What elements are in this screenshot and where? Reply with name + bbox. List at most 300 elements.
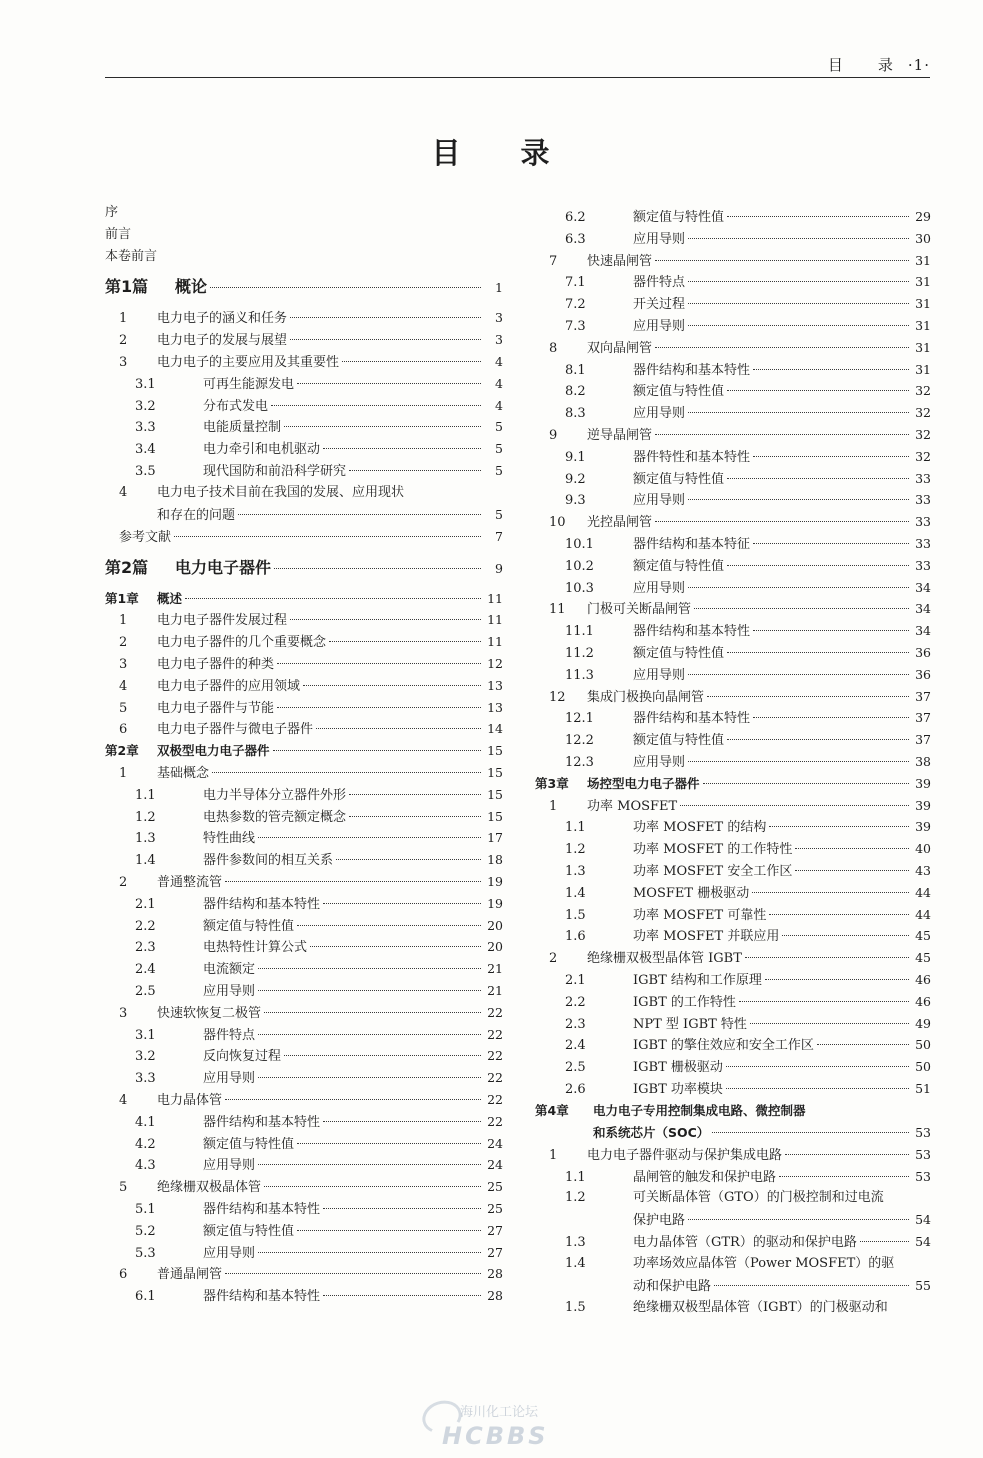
dot-leader (727, 478, 909, 479)
entry-page: 53 (915, 1168, 931, 1184)
entry-page: 19 (487, 874, 503, 889)
toc-entry (105, 784, 503, 806)
entry-number: 3.2 (135, 398, 156, 414)
toc-entry (535, 598, 931, 620)
toc-entry (105, 762, 503, 784)
entry-number: 7 (549, 253, 558, 269)
entry-title: 电力半导体分立器件外形 (203, 787, 347, 803)
entry-title: 额定值与特性值 (633, 471, 725, 487)
toc-entry (105, 460, 503, 482)
dot-leader (258, 968, 481, 969)
entry-number: 1.1 (565, 1169, 586, 1185)
dot-leader (769, 914, 909, 915)
dot-leader (258, 837, 481, 838)
entry-page: 31 (915, 339, 931, 355)
toc-entry (105, 718, 503, 740)
toc-entry (105, 849, 503, 871)
entry-page: 4 (495, 397, 503, 413)
entry-page: 22 (487, 1113, 503, 1129)
entry-page: 50 (915, 1059, 931, 1075)
dot-leader (273, 750, 481, 751)
entry-number: 2 (119, 333, 128, 349)
toc-entry (535, 468, 931, 490)
entry-title: 概述 (157, 590, 183, 606)
toc-entry (105, 697, 503, 719)
entry-page: 21 (487, 983, 503, 998)
toc-entry (535, 1078, 931, 1100)
entry-page: 13 (487, 699, 503, 715)
entry-number: 1.4 (565, 885, 586, 901)
entry-number: 1 (119, 613, 128, 629)
toc-entry (105, 1176, 503, 1198)
toc-entry (105, 980, 503, 1002)
entry-page: 32 (915, 448, 931, 464)
entry-title: 电力电子器件发展过程 (157, 613, 288, 629)
toc-entry (105, 936, 503, 958)
dot-leader (225, 881, 481, 882)
entry-number: 5.3 (135, 1245, 156, 1261)
entry-title: 逆导晶闸管 (587, 428, 653, 443)
dot-leader (688, 499, 909, 500)
toc-part (105, 276, 503, 298)
entry-title: 电力晶体管 (157, 1093, 223, 1108)
toc-entry (535, 380, 931, 402)
entry-number: 3 (119, 1005, 128, 1021)
page-header (105, 54, 930, 76)
entry-title-cont: 动和保护电路 (633, 1279, 712, 1295)
dot-leader (258, 1034, 481, 1035)
entry-number: 12 (549, 689, 566, 705)
entry-title: 额定值与特性值 (633, 384, 725, 400)
entry-title: 电力电子器件与微电子器件 (157, 722, 314, 738)
toc-entry (105, 1285, 503, 1307)
dot-leader (795, 848, 909, 849)
entry-number: 1.5 (565, 1300, 586, 1316)
toc-entry (105, 526, 503, 548)
dot-leader (258, 1077, 481, 1078)
entry-page: 31 (915, 296, 931, 312)
entry-title: 可关断晶体管（GTO）的门极控制和过电流 (633, 1190, 884, 1206)
entry-page: 24 (487, 1135, 503, 1151)
toc-entry (105, 806, 503, 828)
entry-number: 4.2 (135, 1136, 156, 1152)
dot-leader (727, 652, 909, 653)
entry-title: 电热参数的管壳额定概念 (203, 809, 347, 825)
entry-number: 第4章 (535, 1102, 569, 1118)
toc-entry (535, 1034, 931, 1056)
entry-number: 7.3 (565, 319, 586, 334)
entry-page: 33 (915, 557, 931, 573)
dot-leader (297, 925, 481, 926)
dot-leader (688, 674, 909, 675)
dot-leader (290, 619, 481, 620)
entry-page: 54 (915, 1212, 931, 1228)
entry-page: 25 (487, 1201, 503, 1216)
entry-number: 2.2 (135, 918, 156, 934)
dot-leader (316, 728, 481, 729)
dot-leader (185, 598, 481, 599)
entry-number: 1.4 (135, 853, 156, 869)
entry-number: 7.1 (565, 275, 586, 291)
toc-entry (535, 947, 931, 969)
entry-number: 1.6 (565, 929, 586, 945)
toc-entry (535, 1056, 931, 1078)
entry-title: 光控晶闸管 (587, 515, 653, 531)
entry-page: 11 (487, 590, 503, 606)
entry-number: 11.3 (565, 667, 594, 683)
dot-leader (765, 979, 909, 980)
dot-leader (688, 325, 909, 326)
toc-entry (105, 1154, 503, 1176)
header-right: 录 (877, 56, 894, 74)
toc-entry (105, 416, 503, 438)
toc-entry (535, 816, 931, 838)
entry-title: 应用导则 (633, 667, 686, 683)
entry-number: 1.3 (565, 864, 586, 879)
toc-entry (105, 1089, 503, 1111)
dot-leader (212, 772, 481, 773)
entry-title: 电力晶体管（GTR）的驱动和保护电路 (633, 1235, 857, 1251)
entry-page: 32 (915, 405, 931, 421)
dot-leader (349, 470, 481, 471)
dot-leader (290, 339, 481, 340)
dot-leader (303, 685, 481, 686)
toc-entry (535, 555, 931, 577)
entry-title-cont: 保护电路 (633, 1213, 686, 1229)
entry-title: 电能质量控制 (203, 420, 282, 436)
dot-leader (795, 870, 909, 871)
entry-page: 7 (495, 528, 503, 544)
entry-page: 21 (487, 961, 503, 977)
entry-page: 49 (915, 1015, 931, 1031)
dot-leader (329, 641, 481, 642)
entry-title: 电力电子器件与节能 (157, 700, 275, 716)
entry-number: 5.2 (135, 1223, 156, 1239)
dot-leader (727, 216, 909, 217)
entry-page: 37 (915, 732, 931, 748)
entry-page: 43 (915, 863, 931, 878)
entry-title: 器件结构和基本特性 (203, 1289, 321, 1305)
entry-number: 6.3 (565, 231, 586, 247)
entry-number: 10.2 (565, 558, 594, 574)
dot-leader (655, 260, 909, 261)
entry-page: 14 (487, 721, 503, 737)
entry-number: 第2章 (105, 743, 139, 759)
entry-page: 22 (487, 1070, 503, 1086)
entry-page: 20 (487, 939, 503, 955)
toc-entry (535, 533, 931, 555)
header-left: 目 (827, 56, 844, 74)
entry-page: 22 (487, 1026, 503, 1042)
dot-leader (174, 536, 481, 537)
entry-page: 27 (487, 1244, 503, 1260)
toc-entry (105, 438, 503, 460)
entry-page: 55 (915, 1278, 931, 1294)
dot-leader (782, 935, 909, 936)
entry-page: 46 (915, 993, 931, 1009)
entry-title: 普通晶闸管 (157, 1267, 223, 1283)
entry-title: 功率 MOSFET 的工作特性 (633, 842, 793, 858)
entry-number: 2.1 (565, 973, 586, 988)
dot-leader (769, 826, 909, 827)
entry-page: 29 (915, 209, 931, 224)
entry-page: 36 (915, 666, 931, 682)
toc-entry (535, 795, 931, 817)
entry-page: 51 (915, 1081, 931, 1096)
entry-page: 31 (915, 361, 931, 377)
toc-entry (535, 1231, 931, 1253)
entry-number: 1.2 (135, 809, 156, 825)
entry-title: 前言 (105, 226, 132, 242)
dot-leader (688, 238, 909, 239)
title-char-1: 目 (431, 136, 463, 170)
toc-entry (535, 991, 931, 1013)
toc-entry (535, 1297, 931, 1319)
entry-number: 3.3 (135, 420, 156, 436)
entry-number: 1.4 (565, 1256, 586, 1272)
entry-page: 53 (915, 1124, 931, 1140)
entry-title: 应用导则 (633, 319, 686, 334)
dot-leader (688, 303, 909, 304)
entry-page: 1 (495, 280, 503, 296)
entry-number: 1.2 (565, 1190, 586, 1206)
dot-leader (274, 568, 481, 569)
entry-title: 器件结构和基本特性 (633, 624, 751, 640)
entry-title: 特性曲线 (203, 831, 256, 847)
entry-title: 电力电子器件驱动与保护集成电路 (587, 1147, 783, 1163)
dot-leader (739, 1001, 909, 1002)
entry-page: 28 (487, 1266, 503, 1282)
entry-number: 11.2 (565, 646, 594, 661)
toc-entry (105, 1242, 503, 1264)
dot-leader (277, 707, 481, 708)
entry-page: 45 (915, 928, 931, 944)
entry-page: 34 (915, 623, 931, 639)
dot-leader (655, 521, 909, 522)
entry-page: 39 (915, 797, 931, 813)
entry-page: 15 (487, 786, 503, 802)
entry-title: 应用导则 (633, 580, 686, 596)
entry-number: 4.1 (135, 1114, 156, 1130)
toc-entry (105, 1220, 503, 1242)
toc-entry (535, 228, 931, 250)
entry-title: 功率 MOSFET 的结构 (633, 820, 767, 836)
toc-entry (105, 915, 503, 937)
entry-title: 开关过程 (633, 297, 686, 313)
dot-leader (752, 892, 909, 893)
dot-leader (680, 805, 909, 806)
toc-entry (105, 609, 503, 631)
entry-page: 39 (915, 775, 931, 791)
entry-page: 30 (915, 230, 931, 246)
dot-leader (753, 717, 909, 718)
toc-entry (105, 1198, 503, 1220)
entry-page: 33 (915, 492, 931, 508)
entry-title: 器件结构和基本特性 (203, 1202, 321, 1217)
entry-page: 31 (915, 274, 931, 290)
entry-title: 应用导则 (203, 1158, 256, 1174)
entry-title: 晶闸管的触发和保护电路 (633, 1169, 777, 1185)
entry-number: 2.4 (135, 962, 156, 978)
toc-entry (535, 969, 931, 991)
entry-page: 24 (487, 1157, 503, 1173)
entry-page: 18 (487, 852, 503, 868)
entry-number: 1.1 (135, 787, 156, 803)
dot-leader (727, 565, 909, 566)
entry-page: 54 (915, 1234, 931, 1250)
toc-entry (535, 1166, 931, 1188)
entry-title: 功率 MOSFET 安全工作区 (633, 864, 793, 879)
entry-title: 电力电子器件 (175, 557, 272, 577)
entry-number: 2.3 (135, 940, 156, 956)
entry-number: 10.3 (565, 580, 594, 596)
entry-number: 1.3 (565, 1235, 586, 1251)
dot-leader (336, 859, 481, 860)
toc-entry (105, 1002, 503, 1024)
toc-entry (535, 250, 931, 272)
entry-page: 19 (487, 895, 503, 911)
dot-leader (694, 608, 909, 609)
dot-leader (349, 816, 481, 817)
entry-title: 应用导则 (633, 406, 686, 422)
entry-title: MOSFET 栅极驱动 (633, 885, 750, 901)
entry-title: 应用导则 (633, 493, 686, 509)
entry-page: 22 (487, 1048, 503, 1064)
entry-title: 应用导则 (633, 231, 686, 247)
entry-page: 20 (487, 917, 503, 933)
dot-leader (323, 1121, 481, 1122)
entry-page: 5 (495, 441, 503, 457)
entry-title: 场控型电力电子器件 (587, 775, 700, 791)
entry-number: 9.2 (565, 471, 586, 487)
toc-entry (105, 1067, 503, 1089)
dot-leader (297, 1230, 481, 1231)
entry-number: 3.2 (135, 1049, 156, 1065)
entry-title: 器件结构和基本特性 (633, 711, 751, 727)
toc-entry (105, 395, 503, 417)
entry-number: 3.1 (135, 376, 156, 392)
entry-page: 37 (915, 710, 931, 726)
toc-entry (105, 827, 503, 849)
entry-title: 额定值与特性值 (203, 1136, 295, 1152)
toc-entry (105, 893, 503, 915)
entry-title: 快速软恢复二极管 (157, 1005, 262, 1021)
dot-leader (753, 369, 909, 370)
entry-title: 双向晶闸管 (587, 340, 653, 356)
entry-title: 器件结构和基本特性 (203, 896, 321, 912)
entry-number: 6.1 (135, 1289, 156, 1305)
dot-leader (750, 1023, 909, 1024)
entry-number: 12.1 (565, 711, 594, 727)
watermark-en: HCBBS (442, 1422, 549, 1450)
dot-leader (264, 1186, 481, 1187)
entry-number: 3.4 (135, 442, 156, 458)
dot-leader (688, 761, 909, 762)
dot-leader (688, 412, 909, 413)
entry-number: 2.6 (565, 1082, 586, 1097)
toc-entry (535, 424, 931, 446)
entry-title: 应用导则 (633, 755, 686, 770)
toc-entry (535, 271, 931, 293)
toc-entry (105, 1133, 503, 1155)
entry-number: 10 (549, 515, 566, 531)
entry-title: 额定值与特性值 (633, 733, 725, 749)
entry-page: 12 (487, 656, 503, 671)
toc-entry (105, 351, 503, 373)
entry-number: 8.2 (565, 384, 586, 400)
entry-title: 参考文献 (119, 529, 172, 545)
entry-title: 电力电子的发展与展望 (157, 333, 288, 349)
entry-title: 电力电子的主要应用及其重要性 (157, 355, 340, 370)
entry-title: 额定值与特性值 (203, 918, 295, 934)
dot-leader (277, 663, 481, 664)
toc-entry (535, 882, 931, 904)
entry-page: 31 (915, 252, 931, 268)
entry-page: 40 (915, 841, 931, 857)
entry-page: 31 (915, 318, 931, 333)
entry-title: 应用导则 (203, 984, 256, 999)
entry-number: 1.3 (135, 831, 156, 847)
toc-entry (535, 838, 931, 860)
dot-leader (258, 1164, 481, 1165)
entry-title: 快速晶闸管 (587, 253, 653, 269)
toc-chapter (535, 1100, 931, 1144)
entry-page: 22 (487, 1092, 503, 1107)
toc-entry (105, 482, 503, 526)
entry-title: 双极型电力电子器件 (157, 743, 270, 759)
toc-entry (535, 686, 931, 708)
entry-title: 电力电子专用控制集成电路、微控制器 (593, 1102, 806, 1118)
entry-page: 33 (915, 470, 931, 486)
entry-page: 44 (915, 906, 931, 922)
toc-entry (535, 315, 931, 337)
entry-title: 器件特点 (203, 1027, 256, 1043)
entry-title: IGBT 功率模块 (633, 1082, 723, 1097)
entry-page: 13 (487, 677, 503, 693)
entry-page: 15 (487, 808, 503, 824)
dot-leader (271, 405, 481, 406)
entry-number: 1.2 (565, 842, 586, 858)
toc-entry (105, 329, 503, 351)
dot-leader (225, 1099, 481, 1100)
toc-entry (105, 1024, 503, 1046)
entry-number: 1 (119, 311, 128, 327)
entry-title: 集成门极换向晶闸管 (587, 689, 705, 705)
entry-page: 28 (487, 1288, 503, 1304)
dot-leader (688, 587, 909, 588)
toc-entry (535, 359, 931, 381)
entry-page: 46 (915, 972, 931, 987)
toc-entry (105, 202, 503, 224)
entry-number: 8.3 (565, 406, 586, 422)
toc-entry (535, 904, 931, 926)
dot-leader (712, 1132, 909, 1133)
dot-leader (860, 1241, 909, 1242)
dot-leader (726, 1088, 909, 1089)
entry-title: 电力电子器件的几个重要概念 (157, 635, 327, 651)
entry-number: 9.1 (565, 449, 586, 465)
entry-page: 45 (915, 950, 931, 966)
entry-number: 4.3 (135, 1158, 156, 1174)
entry-page: 3 (495, 310, 503, 326)
toc-entry (105, 675, 503, 697)
entry-number: 11 (549, 602, 566, 618)
entry-title: 绝缘栅双极晶体管 (157, 1180, 262, 1196)
title-char-2: 录 (520, 136, 552, 170)
entry-number: 4 (119, 484, 128, 500)
toc-entry (105, 1045, 503, 1067)
toc-entry (535, 751, 931, 773)
